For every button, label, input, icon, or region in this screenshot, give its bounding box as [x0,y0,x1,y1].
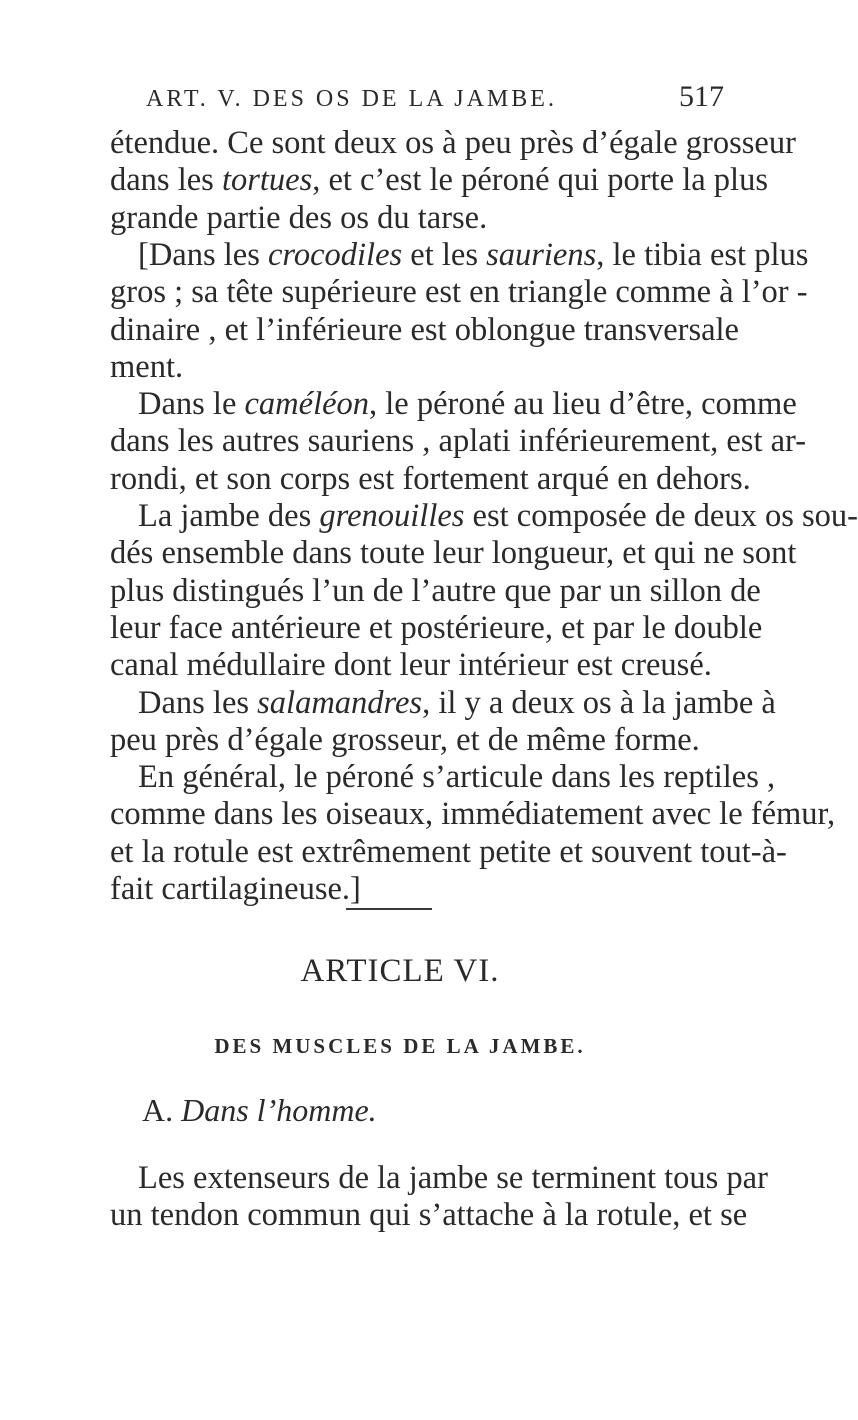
text-line [110,274,808,311]
text-line [110,572,761,610]
text-line [110,796,836,833]
text-run: fait cartilagineuse.] [110,871,361,907]
text-line [110,162,768,199]
text-line [110,423,807,460]
text-line [138,684,776,722]
subsection-letter: A. [142,1092,174,1128]
text-run: leur face antérieure et postérieure, et par le double [110,609,763,646]
text-run: étendue. Ce sont deux os à peu près d’égale grosseur [110,125,796,161]
text-run: gros ; sa tête supérieure est en triangle comme à l’or - [110,274,808,311]
italic-term: tortues [221,162,313,199]
text-run: plus distingués l’un de l’autre que par un sillon de [110,572,761,609]
text-run: et les [402,236,487,273]
text-run: La jambe des [138,498,320,534]
text-run: est composée de deux os sou- [464,498,858,534]
italic-term: caméléon [244,386,370,423]
italic-term: grenouilles [319,498,465,534]
text-line [110,722,726,759]
text-line [110,125,796,162]
text-run: canal médullaire dont leur intérieur est creusé. [110,647,712,684]
text-run: dans les autres sauriens , aplati inférieurement, est ar- [110,423,807,460]
text-run: Les extenseurs de la jambe se terminent tous par [138,1160,768,1196]
section-divider [346,908,432,910]
text-line [110,311,739,349]
text-line [110,871,726,908]
text-run: un tendon commun qui s’attache à la rotule, et se [110,1197,748,1233]
text-run: Dans le [138,386,245,423]
text-line [138,759,776,796]
text-run: En général, le péroné s’articule dans les reptiles , [138,759,776,796]
subsection-title: Dans l’homme. [181,1092,377,1128]
subsection-heading [142,1092,377,1129]
text-line [138,1160,768,1197]
page-number: 517 [679,80,724,113]
text-line [110,647,726,684]
section-subtitle: DES MUSCLES DE LA JAMBE. [214,1034,586,1058]
italic-term: salamandres [257,684,423,721]
text-run: dans les [110,162,222,199]
text-run: dinaire , et l’inférieure est oblongue transversale [110,311,739,348]
text-run: dés ensemble dans toute leur longueur, et qui ne sont [110,535,797,572]
text-run: , il y a deux os à la jambe à [422,684,776,721]
text-run: , le tibia est plus [596,236,809,273]
text-run: peu près d’égale grosseur, et de même forme. [110,721,700,758]
text-line [138,498,858,535]
text-run: comme dans les oiseaux, immédiatement avec le fémur, [110,796,836,833]
article-title: ARTICLE VI. [300,953,500,989]
running-head [118,80,724,118]
text-line [110,460,751,498]
text-line [138,386,797,423]
text-line [110,200,726,237]
text-run: et la rotule est extrêmement petite et souvent tout-à- [110,833,787,870]
italic-term: crocodiles [267,236,403,273]
text-run: grande partie des os du tarse. [110,199,488,236]
text-line [110,349,726,386]
text-run: ment. [110,348,184,385]
text-run: , le péroné au lieu d’être, comme [369,386,797,423]
text-line [110,535,797,572]
text-run: , et c’est le péroné qui porte la plus [312,162,768,199]
text-run: rondi, et son corps est fortement arqué en dehors. [110,460,751,497]
italic-term: sauriens [486,236,597,273]
text-run: Dans les [138,684,258,721]
text-run: [Dans les [138,236,268,273]
text-line [110,833,787,871]
text-line [110,1197,748,1234]
text-line [138,236,809,274]
text-line [110,609,763,647]
running-title: ART. V. DES OS DE LA JAMBE. [146,86,557,112]
